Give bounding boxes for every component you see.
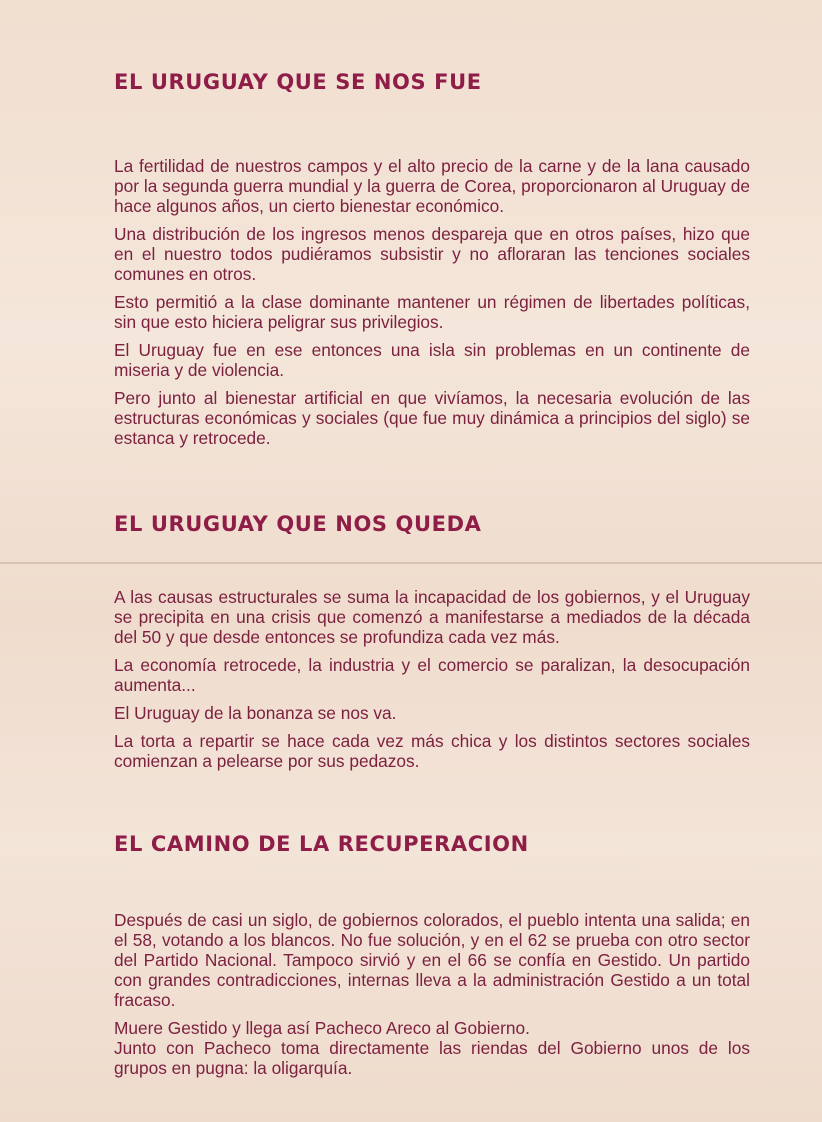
paragraph: El Uruguay fue en ese entonces una isla sin problemas en un continente de miseria y de violencia. — [114, 340, 750, 380]
paragraph: La torta a repartir se hace cada vez más chica y los distintos sectores sociales comienzan a pelearse por sus pedazos. — [114, 731, 750, 771]
paragraph: Después de casi un siglo, de gobiernos colorados, el pueblo intenta una salida; en el 58, votando a los blancos. No fue solución, y en el 62 se prueba con otro sector del Partido Nacional. Tampoco sirvió y en el 66 se confía en Gestido. Un partido con grandes contradicciones, internas lleva a la administración Gestido a un total fracaso. — [114, 910, 750, 1010]
paragraph: Una distribución de los ingresos menos despareja que en otros países, hizo que en el nuestro todos pudiéramos subsistir y no afloraran las tenciones sociales comunes en otros. — [114, 224, 750, 284]
paragraph: Pero junto al bienestar artificial en que vivíamos, la necesaria evolución de las estructuras económicas y sociales (que fue muy dinámica a principios del siglo) se estanca y retrocede. — [114, 388, 750, 448]
paragraph: La economía retrocede, la industria y el comercio se paralizan, la desocupación aumenta... — [114, 655, 750, 695]
section-uruguay-que-se-nos-fue — [114, 70, 750, 456]
paragraph: Esto permitió a la clase dominante mantener un régimen de libertades políticas, sin que esto hiciera peligrar sus privilegios. — [114, 292, 750, 332]
section-heading: EL URUGUAY QUE SE NOS FUE — [114, 70, 482, 94]
paragraph: Muere Gestido y llega así Pacheco Areco al Gobierno. — [114, 1018, 530, 1038]
paragraph: El Uruguay de la bonanza se nos va. — [114, 703, 397, 723]
paragraph: La fertilidad de nuestros campos y el alto precio de la carne y de la lana causado por la segunda guerra mundial y la guerra de Corea, proporcionaron al Uruguay de hace algunos años, un cierto bienestar económico. — [114, 156, 750, 216]
section-heading: EL CAMINO DE LA RECUPERACION — [114, 832, 529, 856]
section-heading: EL URUGUAY QUE NOS QUEDA — [114, 512, 482, 536]
paragraph: A las causas estructurales se suma la incapacidad de los gobiernos, y el Uruguay se precipita en una crisis que comenzó a manifestarse a mediados de la década del 50 y que desde entonces se profundiza cada vez más. — [114, 587, 750, 647]
section-uruguay-que-nos-queda — [114, 512, 750, 779]
section-camino-de-la-recuperacion — [114, 832, 750, 1086]
paragraph: Junto con Pacheco toma directamente las riendas del Gobierno unos de los grupos en pugna: la oligarquía. — [114, 1038, 750, 1078]
